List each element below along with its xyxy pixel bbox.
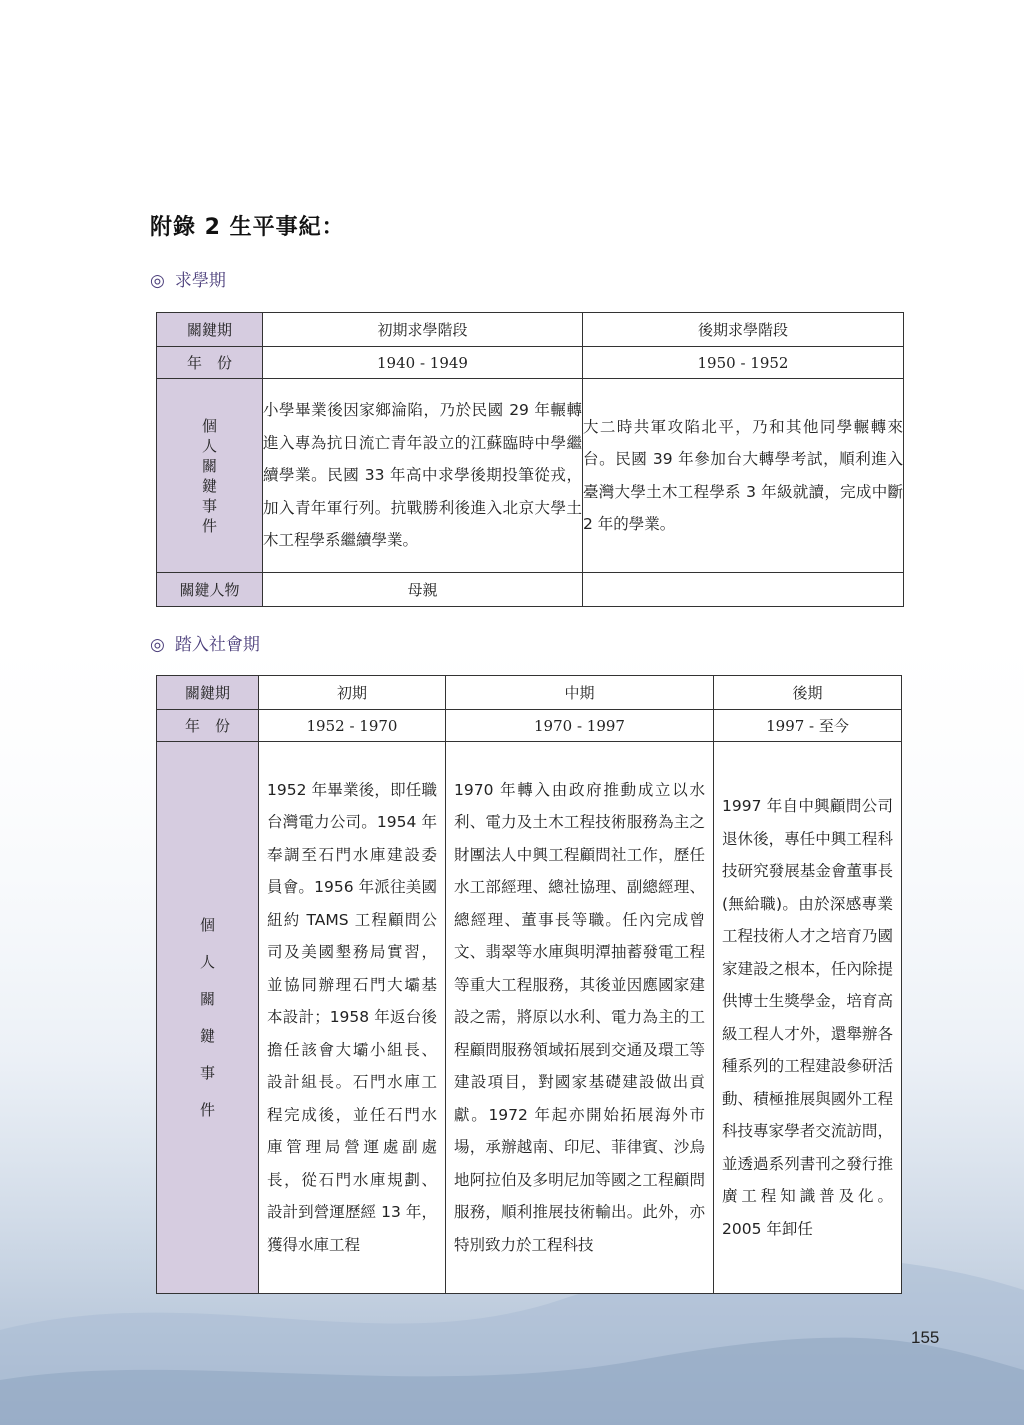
row-label-key-period: 關鍵期 [157, 676, 259, 710]
column-header-late-career: 後期 [714, 676, 902, 710]
bullseye-icon: ◎ [150, 635, 165, 655]
section-heading-label: 求學期 [174, 271, 226, 291]
appendix-title: 附錄 2 生平事紀： [150, 215, 345, 240]
section-heading-study [150, 266, 226, 291]
section-heading-label: 踏入社會期 [174, 635, 260, 655]
table-row [157, 676, 902, 710]
events-early-study: 小學畢業後因家鄉淪陷，乃於民國 29 年輾轉進入專為抗日流亡青年設立的江蘇臨時中學繼續學業。民國 33 年高中求學後期投筆從戎，加入青年軍行列。抗戰勝利後進入北京大學土木工程學系繼續學業。 [263, 379, 583, 573]
table-row [157, 710, 902, 742]
row-label-year: 年 份 [157, 710, 259, 742]
study-period-table [156, 312, 904, 607]
column-header-early-career: 初期 [259, 676, 446, 710]
column-header-late-study: 後期求學階段 [583, 313, 904, 347]
column-header-early-study: 初期求學階段 [263, 313, 583, 347]
events-mid-career: 1970 年轉入由政府推動成立以水利、電力及土木工程技術服務為主之財團法人中興工程顧問社工作，歷任水工部經理、總社協理、副總經理、總經理、董事長等職。任內完成曾文、翡翠等水庫與明潭抽蓄發電工程等重大工程服務，其後並因應國家建設之需，將原以水利、電力為主的工程顧問服務領域拓展到交通及環工等建設項目，對國家基礎建設做出貢獻。1972 年起亦開始拓展海外市場，承辦越南、印尼、菲律賓、沙烏地阿拉伯及多明尼加等國之工程顧問服務，順利推展技術輸出。此外，亦特別致力於工程科技 [446, 742, 714, 1294]
year-range-mid-career: 1970 - 1997 [446, 710, 714, 742]
table-row [157, 573, 904, 607]
table-row [157, 379, 904, 573]
events-late-career: 1997 年自中興顧問公司退休後，專任中興工程科技研究發展基金會董事長(無給職)。由於深感專業工程技術人才之培育乃國家建設之根本，任內除提供博士生獎學金，培育高級工程人才外，還舉辦各種系列的工程建設參研活動、積極推展與國外工程科技專家學者交流訪問，並透過系列書刊之發行推廣工程知識普及化。2005 年卸任 [714, 742, 902, 1294]
row-label-events: 個人關鍵事件 [157, 742, 259, 1294]
key-person-late-study [583, 573, 904, 607]
events-late-study: 大二時共軍攻陷北平，乃和其他同學輾轉來台。民國 39 年參加台大轉學考試，順利進入臺灣大學土木工程學系 3 年級就讀，完成中斷 2 年的學業。 [583, 379, 904, 573]
career-period-table [156, 675, 902, 1294]
page-number: 155 [911, 1328, 940, 1347]
table-row [157, 313, 904, 347]
bullseye-icon: ◎ [150, 271, 165, 291]
table-row [157, 742, 902, 1294]
table-row [157, 347, 904, 379]
column-header-mid-career: 中期 [446, 676, 714, 710]
year-range-late-study: 1950 - 1952 [583, 347, 904, 379]
row-label-year: 年 份 [157, 347, 263, 379]
events-early-career: 1952 年畢業後，即任職台灣電力公司。1954 年奉調至石門水庫建設委員會。1956 年派往美國紐約 TAMS 工程顧問公司及美國墾務局實習，並協同辦理石門大壩基本設計；1958 年返台後擔任該會大壩小組長、設計組長。石門水庫工程完成後，並任石門水庫管理局營運處副處長，從石門水庫規劃、設計到營運歷經 13 年，獲得水庫工程 [259, 742, 446, 1294]
row-label-events: 個人關鍵事件 [157, 379, 263, 573]
row-label-key-person: 關鍵人物 [157, 573, 263, 607]
year-range-early-career: 1952 - 1970 [259, 710, 446, 742]
row-label-key-period: 關鍵期 [157, 313, 263, 347]
section-heading-career [150, 630, 260, 655]
year-range-early-study: 1940 - 1949 [263, 347, 583, 379]
key-person-early-study: 母親 [263, 573, 583, 607]
year-range-late-career: 1997 - 至今 [714, 710, 902, 742]
